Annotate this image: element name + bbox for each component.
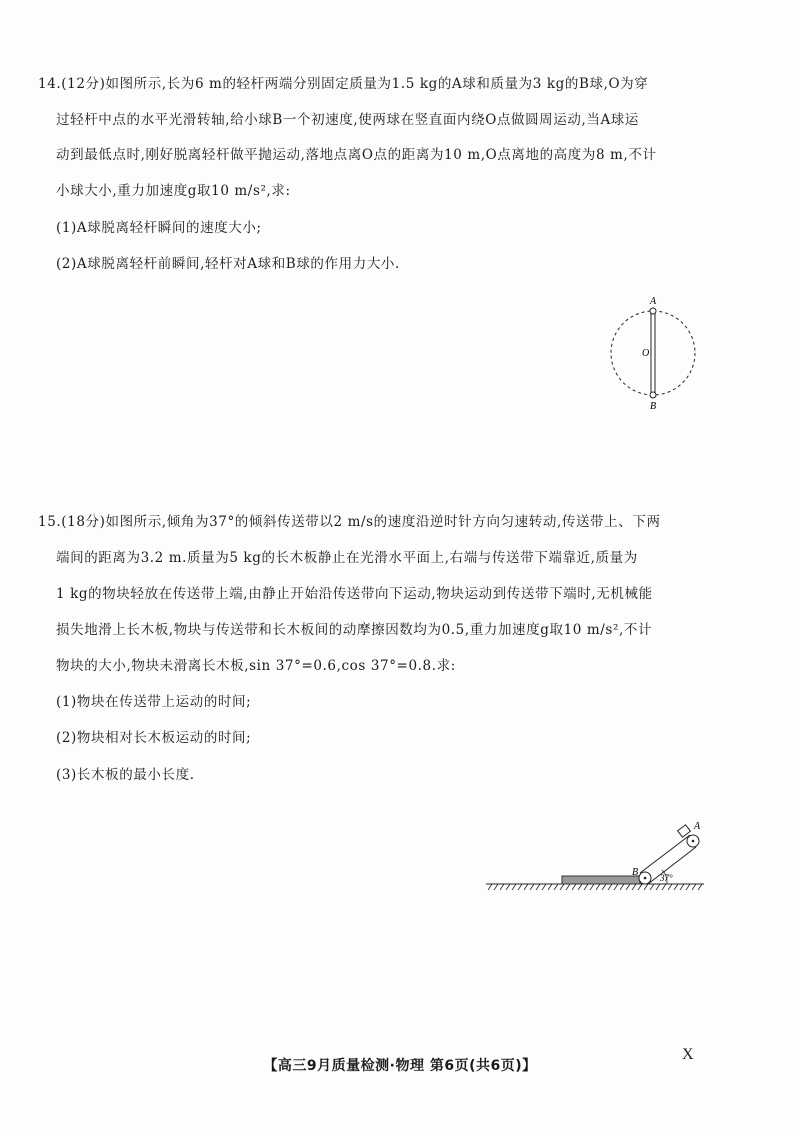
- problem-14-line-1: 14.(12分)如图所示,长为6 m的轻杆两端分别固定质量为1.5 kg的A球和质量为3 kg的B球,O为穿: [38, 76, 649, 92]
- angle-label: 37°: [660, 873, 673, 883]
- problem-15-question-2: (2)物块相对长木板运动的时间;: [56, 730, 252, 746]
- label-o: O: [642, 348, 650, 359]
- problem-14-question-1: (1)A球脱离轻杆瞬间的速度大小;: [56, 220, 262, 236]
- problem-15-question-1: (1)物块在传送带上运动的时间;: [56, 694, 252, 710]
- problem-15-question-3: (3)长木板的最小长度.: [56, 767, 195, 783]
- label-b: B: [632, 867, 639, 878]
- label-a: A: [650, 296, 657, 307]
- ground-hatching: [488, 884, 702, 890]
- light-rod: [651, 311, 655, 395]
- problem-15-line-3: 1 kg的物块轻放在传送带上端,由静止开始沿传送带向下运动,物块运动到传送带下端时,无机械能: [56, 586, 653, 602]
- problem-15-figure: [482, 818, 722, 898]
- problem-14-line-2: 过轻杆中点的水平光滑转轴,给小球B一个初速度,使两球在竖直面内绕O点做圆周运动,当A球运: [56, 112, 640, 128]
- problem-14-question-2: (2)A球脱离轻杆前瞬间,轻杆对A球和B球的作用力大小.: [56, 256, 400, 272]
- problem-14-line-4: 小球大小,重力加速度g取10 m/s²,求:: [56, 183, 291, 199]
- page-footer: 【高三9月质量检测·物理 第6页(共6页)】: [263, 1058, 537, 1074]
- long-board: [562, 876, 640, 884]
- corner-mark: X: [682, 1046, 694, 1063]
- problem-14-figure: [600, 293, 710, 413]
- problem-15-line-4: 损失地滑上长木板,物块与传送带和长木板间的动摩擦因数均为0.5,重力加速度g取10 m/s²,不计: [56, 622, 653, 638]
- problem-15-line-1: 15.(18分)如图所示,倾角为37°的倾斜传送带以2 m/s的速度沿逆时针方向匀速转动,传送带上、下两: [38, 514, 661, 530]
- ball-b: [650, 392, 656, 398]
- problem-15-line-5: 物块的大小,物块未滑离长木板,sin 37°=0.6,cos 37°=0.8.求:: [56, 658, 456, 674]
- ball-a: [650, 308, 656, 314]
- block: [678, 825, 691, 837]
- label-a: A: [694, 821, 701, 832]
- problem-15-line-2: 端间的距离为3.2 m.质量为5 kg的长木板静止在光滑水平面上,右端与传送带下端靠近,质量为: [56, 550, 638, 566]
- label-b: B: [650, 401, 657, 412]
- problem-14-line-3: 动到最低点时,刚好脱离轻杆做平抛运动,落地点离O点的距离为10 m,O点离地的高度为8 m,不计: [56, 147, 657, 163]
